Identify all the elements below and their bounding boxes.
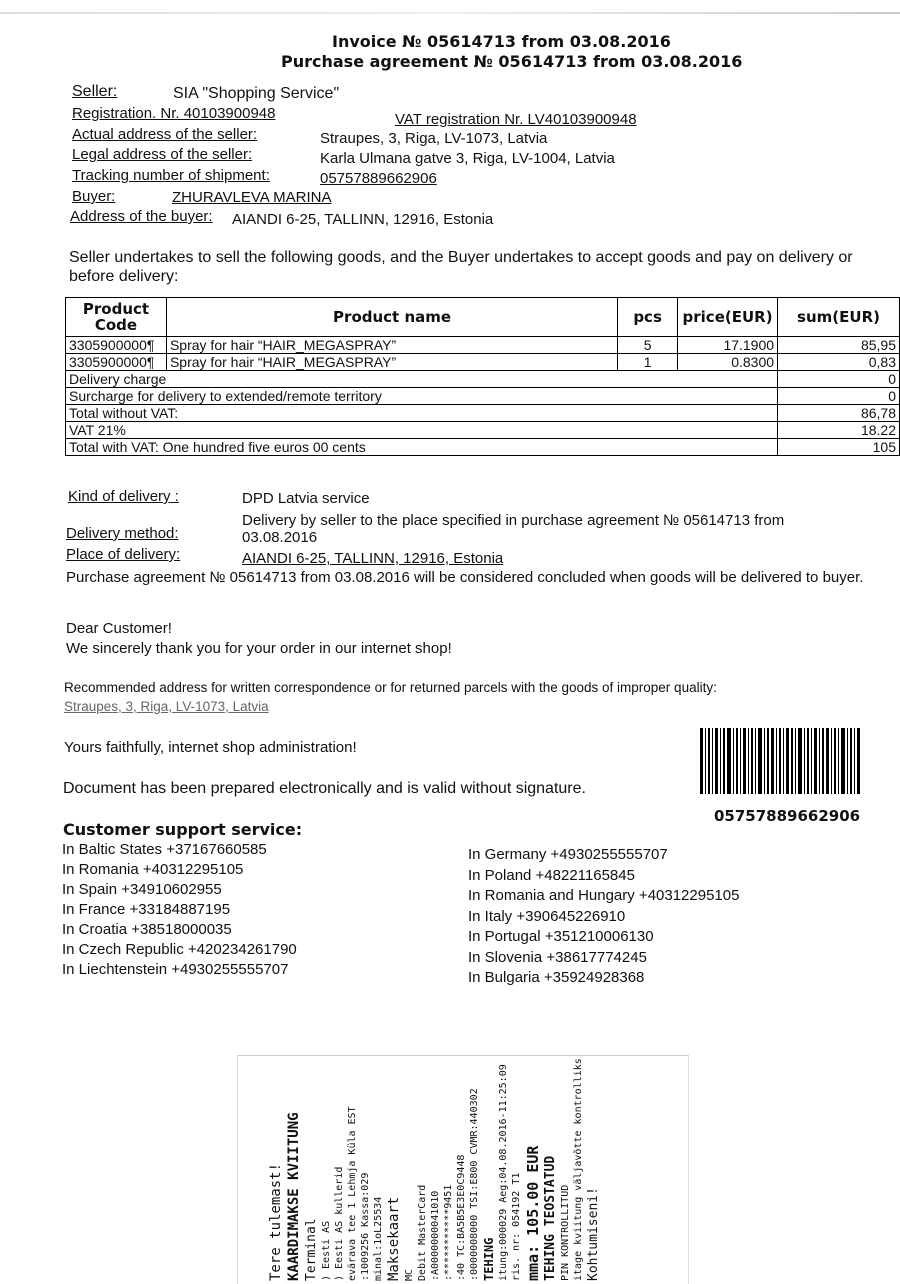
legal-address-label: Legal address of the seller: <box>72 146 253 163</box>
receipt-line: mma: 105.00 EUR <box>524 1145 542 1281</box>
col-header-pcs: pcs <box>618 298 678 337</box>
total-label: Total with VAT: One hundred five euros 00 cents <box>66 439 778 456</box>
cell-price: 17.1900 <box>678 337 778 354</box>
barcode-number: 05757889662906 <box>714 807 861 825</box>
delivery-kind-label: Kind of delivery : <box>68 488 179 505</box>
support-item: In France +33184887195 <box>62 901 231 918</box>
tracking-label: Tracking number of shipment: <box>72 167 270 184</box>
receipt-line: Kohtumiseni! <box>586 1187 601 1281</box>
total-value: 105 <box>778 439 900 456</box>
buyer-address-value: AIANDI 6-25, TALLINN, 12916, Estonia <box>232 211 494 228</box>
support-item: In Baltic States +37167660585 <box>62 841 267 858</box>
table-row <box>66 354 900 371</box>
total-label: Surcharge for delivery to extended/remote territory <box>66 388 778 405</box>
support-item: In Romania +40312295105 <box>62 861 244 878</box>
delivery-place-label: Place of delivery: <box>66 546 181 563</box>
tracking-value: 05757889662906 <box>320 170 437 187</box>
total-row <box>66 371 900 388</box>
buyer-value: ZHURAVLEVA MARINA <box>172 189 332 206</box>
total-value: 0 <box>778 371 900 388</box>
support-item: In Italy +390645226910 <box>468 907 626 925</box>
total-value: 18.22 <box>778 422 900 439</box>
table-header-row <box>66 298 900 337</box>
delivery-method-label: Delivery method: <box>66 525 179 542</box>
cell-name: Spray for hair “HAIR_MEGASPRAY” <box>166 354 617 371</box>
support-item: In Czech Republic +420234261790 <box>62 941 297 958</box>
return-address: Straupes, 3, Riga, LV-1073, Latvia <box>64 699 269 714</box>
cell-name: Spray for hair “HAIR_MEGASPRAY” <box>166 337 617 354</box>
receipt-line: :***********9451 <box>443 1184 454 1281</box>
support-item: In Slovenia +38617774245 <box>468 948 647 966</box>
cell-price: 0.8300 <box>678 354 778 371</box>
cell-sum: 0,83 <box>778 354 900 371</box>
total-row <box>66 422 900 439</box>
receipt-line: ris. nr: 054192 T1 <box>511 1172 522 1281</box>
total-label: VAT 21% <box>66 422 778 439</box>
support-left-list <box>62 840 297 980</box>
receipt-line: :40 TC:BA5B5E3E0C9448 <box>456 1154 467 1281</box>
receipt-line: :1009256 Kassa:029 <box>360 1172 371 1281</box>
col-header-price: price(EUR) <box>678 298 778 337</box>
cell-code: 3305900000¶ <box>66 354 167 371</box>
delivery-kind-value: DPD Latvia service <box>242 490 370 507</box>
electronic-text: Document has been prepared electronically and is valid without signature. <box>63 780 586 797</box>
support-right-list <box>468 845 739 989</box>
receipt-line: evärava tee 1 Lehmja Küla EST <box>347 1106 358 1281</box>
receipt-line: minal:1oL25534 <box>373 1196 384 1281</box>
receipt-line: itage kviitung väljavõtte kontrolliks <box>573 1058 584 1281</box>
vat-registration: VAT registration Nr. LV40103900948 <box>395 111 637 128</box>
receipt-line: :A0000000041010 <box>430 1190 441 1281</box>
total-value: 86,78 <box>778 405 900 422</box>
receipt-line: Maksekaart <box>386 1196 402 1281</box>
buyer-address-label: Address of the buyer: <box>70 208 213 225</box>
col-header-sum: sum(EUR) <box>778 298 900 337</box>
delivery-place-value: AIANDI 6-25, TALLINN, 12916, Estonia <box>242 550 504 567</box>
agreement-concluded-text: Purchase agreement № 05614713 from 03.08.2016 will be considered concluded when goods will be delivered to buyer. <box>66 569 864 586</box>
col-header-code: Product Code <box>66 298 167 337</box>
invoice-title: Invoice № 05614713 from 03.08.2016 <box>332 32 671 51</box>
seller-label: Seller: <box>72 83 118 100</box>
receipt-line: Tere tulemast! <box>268 1162 284 1281</box>
support-item: In Germany +4930255555707 <box>468 846 668 863</box>
receipt-line: :0000008000 TSI:E800 CVMR:440302 <box>469 1088 480 1281</box>
col-header-name: Product name <box>166 298 617 337</box>
registration: Registration. Nr. 40103900948 <box>72 105 276 122</box>
support-item: In Poland +48221165845 <box>468 866 635 884</box>
receipt-line: PIN KONTROLLITUD <box>560 1184 571 1281</box>
cell-pcs: 1 <box>618 354 678 371</box>
total-label: Total without VAT: <box>66 405 778 422</box>
receipt-line: TEHING <box>482 1237 496 1281</box>
barcode <box>700 728 860 794</box>
support-item: In Romania and Hungary +40312295105 <box>468 887 740 904</box>
card-payment-receipt <box>237 1055 689 1284</box>
support-item: In Croatia +38518000035 <box>62 921 232 938</box>
total-row <box>66 405 900 422</box>
cell-pcs: 5 <box>618 337 678 354</box>
thanks-text: We sincerely thank you for your order in our internet shop! <box>66 640 452 657</box>
receipt-line: ) Eesti AS <box>321 1220 332 1281</box>
delivery-method-value: Delivery by seller to the place specified in purchase agreement № 05614713 from 03.08.2016 <box>242 512 785 546</box>
support-item: In Bulgaria +35924928368 <box>468 969 645 986</box>
support-item: In Spain +34910602955 <box>62 881 222 898</box>
actual-address-value: Straupes, 3, Riga, LV-1073, Latvia <box>320 130 548 147</box>
receipt-line: Terminal <box>304 1218 319 1281</box>
legal-address-value: Karla Ulmana gatve 3, Riga, LV-1004, Latvia <box>320 150 615 167</box>
receipt-line: MC <box>404 1268 415 1281</box>
cell-sum: 85,95 <box>778 337 900 354</box>
cell-code: 3305900000¶ <box>66 337 167 354</box>
intro-text: Seller undertakes to sell the following goods, and the Buyer undertakes to accept goods and pay on delivery or before delivery: <box>69 249 853 285</box>
total-value: 0 <box>778 388 900 405</box>
faithfully-text: Yours faithfully, internet shop administration! <box>64 739 357 756</box>
receipt-line: Debit MasterCard <box>417 1184 428 1281</box>
receipt-line: KAARDIMAKSE KVIITUNG <box>286 1112 302 1281</box>
seller-value: SIA "Shopping Service" <box>173 85 340 102</box>
table-row <box>66 337 900 354</box>
goods-table <box>65 297 900 456</box>
receipt-line: itung:000029 Aeg:04.08.2016-11:25:09 <box>498 1064 509 1281</box>
dear-customer: Dear Customer! <box>66 620 172 637</box>
total-row <box>66 439 900 456</box>
total-row <box>66 388 900 405</box>
receipt-line: ) Eesti AS kullerid <box>334 1166 345 1281</box>
barcode-icon <box>700 728 860 794</box>
support-item: In Liechtenstein +4930255555707 <box>62 961 289 978</box>
total-label: Delivery charge <box>66 371 778 388</box>
buyer-label: Buyer: <box>72 188 116 205</box>
support-title: Customer support service: <box>63 820 303 839</box>
recommended-text: Recommended address for written correspondence or for returned parcels with the goods of improper quality: <box>64 680 717 695</box>
actual-address-label: Actual address of the seller: <box>72 126 258 143</box>
support-item: In Portugal +351210006130 <box>468 928 654 945</box>
receipt-line: TEHING TEOSTATUD <box>543 1155 558 1281</box>
scan-artifact-line <box>0 12 900 14</box>
agreement-title: Purchase agreement № 05614713 from 03.08.2016 <box>281 52 743 71</box>
